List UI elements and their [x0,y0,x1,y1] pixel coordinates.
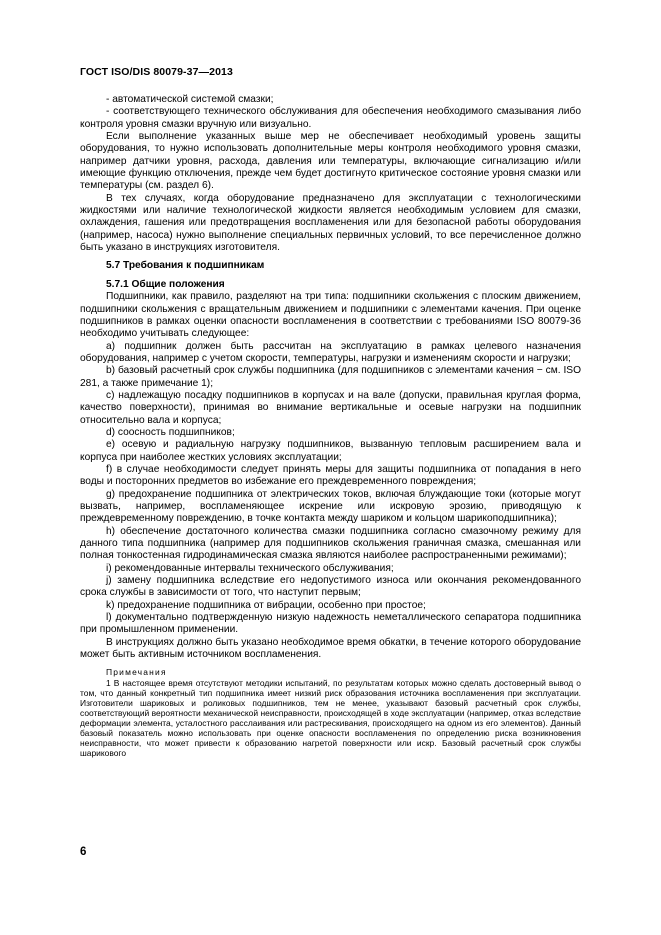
subsection-heading: 5.7.1 Общие положения [106,278,225,290]
paragraph: - соответствующего технического обслуживания для обеспечения необходимого смазывания либо контроля уровня смазки вручную или визуально. [80,106,581,130]
list-item: e) осевую и радиальную нагрузку подшипников, вызванную тепловым расширением вала и корпуса при наиболее жестких условиях эксплуатации; [80,439,581,463]
list-item: k) предохранение подшипника от вибрации, особенно при простое; [106,599,426,611]
page-number: 6 [80,846,87,858]
paragraph: В тех случаях, когда оборудование предназначено для эксплуатации с технологическими жидкостями или наличие технологической жидкости является необходимым условием для смазки, охлаждения, гашения или предотвращения воспламенения или для безопасной работы оборудования (например, насоса) нужно выполнение специальных первичных условий, то все перечисленное должно быть указано в инструкциях изготовителя. [80,192,581,254]
list-item: d) соосность подшипников; [106,426,235,438]
document-header: ГОСТ ISO/DIS 80079-37—2013 [80,66,233,78]
paragraph: Подшипники, как правило, разделяют на три типа: подшипники скольжения с плоским движением, подшипники скольжения с вращательным движением и подшипники с элементами качения. При оценке подшипников в рамках оценки опасности воспламенения в соответствии с требованиями ISO 80079-36 необходимо учитывать следующее: [80,291,581,340]
list-item: b) базовый расчетный срок службы подшипника (для подшипников с элементами качения − см. ISO 281, а также примечание 1); [80,365,581,389]
section-heading: 5.7 Требования к подшипникам [106,260,265,272]
notes-title: Примечания [106,667,167,678]
list-item: f) в случае необходимости следует принять меры для защиты подшипника от попадания в него воды и посторонних предметов во избежание его преждевременного повреждения; [80,463,581,488]
note-item: 1 В настоящее время отсутствуют методики испытаний, по результатам которых можно сделать достоверный вывод о том, что данный конкретный тип подшипника имеет низкий риск образования источника воспламенения при эксплуатации. Изготовители шариковых и роликовых подшипников, тем не менее, указывают базовый расчетный срок службы, соответствующий вероятности механической неисправности, происходящей в ходе эксплуатации (например, отказ вследствие деформации элемента, усталостного расслаивания или растрескивания, происходящего на одном из его элементов). Данный базовый показатель можно использовать при оценке опасности воспламенения по определению риска возникновения неисправности, что может привести к образованию нагретой поверхности или искр. Базовый расчетный срок службы шарикового [80,677,581,759]
paragraph: - автоматической системой смазки; [106,94,274,105]
list-item: h) обеспечение достаточного количества смазки подшипника согласно смазочному режиму для данного типа подшипника (например для подшипников скольжения граничная смазка, смешанная или полная тонкостенная гидродинамическая смазка являются наиболее распространенными режимами); [80,525,581,562]
list-item: g) предохранение подшипника от электрических токов, включая блуждающие токи (которые могут вызвать, например, воспламеняющее искрение или искровую эрозию, приводящую к преждевременному повреждению, в точке контакта между шариком и кольцом шарикоподшипника); [80,488,581,525]
notes-block [80,667,581,758]
list-item: i) рекомендованные интервалы технического обслуживания; [106,562,394,574]
list-item: j) замену подшипника вследствие его недопустимого износа или окончания рекомендованного срока службы в зависимости от того, что наступит первым; [80,575,581,599]
paragraph: В инструкциях должно быть указано необходимое время обкатки, в течение которого оборудование может быть активным источником воспламенения. [80,636,581,661]
list-item: а) подшипник должен быть рассчитан на эксплуатацию в рамках целевого назначения оборудования, например с учетом скорости, температуры, нагрузки и изменениям скорости и нагрузки; [80,340,581,364]
body-text [80,94,581,758]
list-item: c) надлежащую посадку подшипников в корпусах и на вале (допуски, правильная круглая форма, качество поверхности), принимая во внимание вертикальные и осевые нагрузки на подшипник относительно вала и корпуса; [80,389,581,426]
list-item: l) документально подтвержденную низкую надежность неметаллического сепаратора подшипника при промышленном применении. [80,612,581,636]
paragraph: Если выполнение указанных выше мер не обеспечивает необходимый уровень защиты оборудования, то нужно использовать дополнительные меры контроля необходимого уровня смазки, например датчики уровня, расхода, давления или температуры, включающие сигнализацию и/или имеющие функцию отключения, прежде чем будет достигнуто критическое состояние уровня смазки или температуры (см. раздел 6). [80,131,581,192]
